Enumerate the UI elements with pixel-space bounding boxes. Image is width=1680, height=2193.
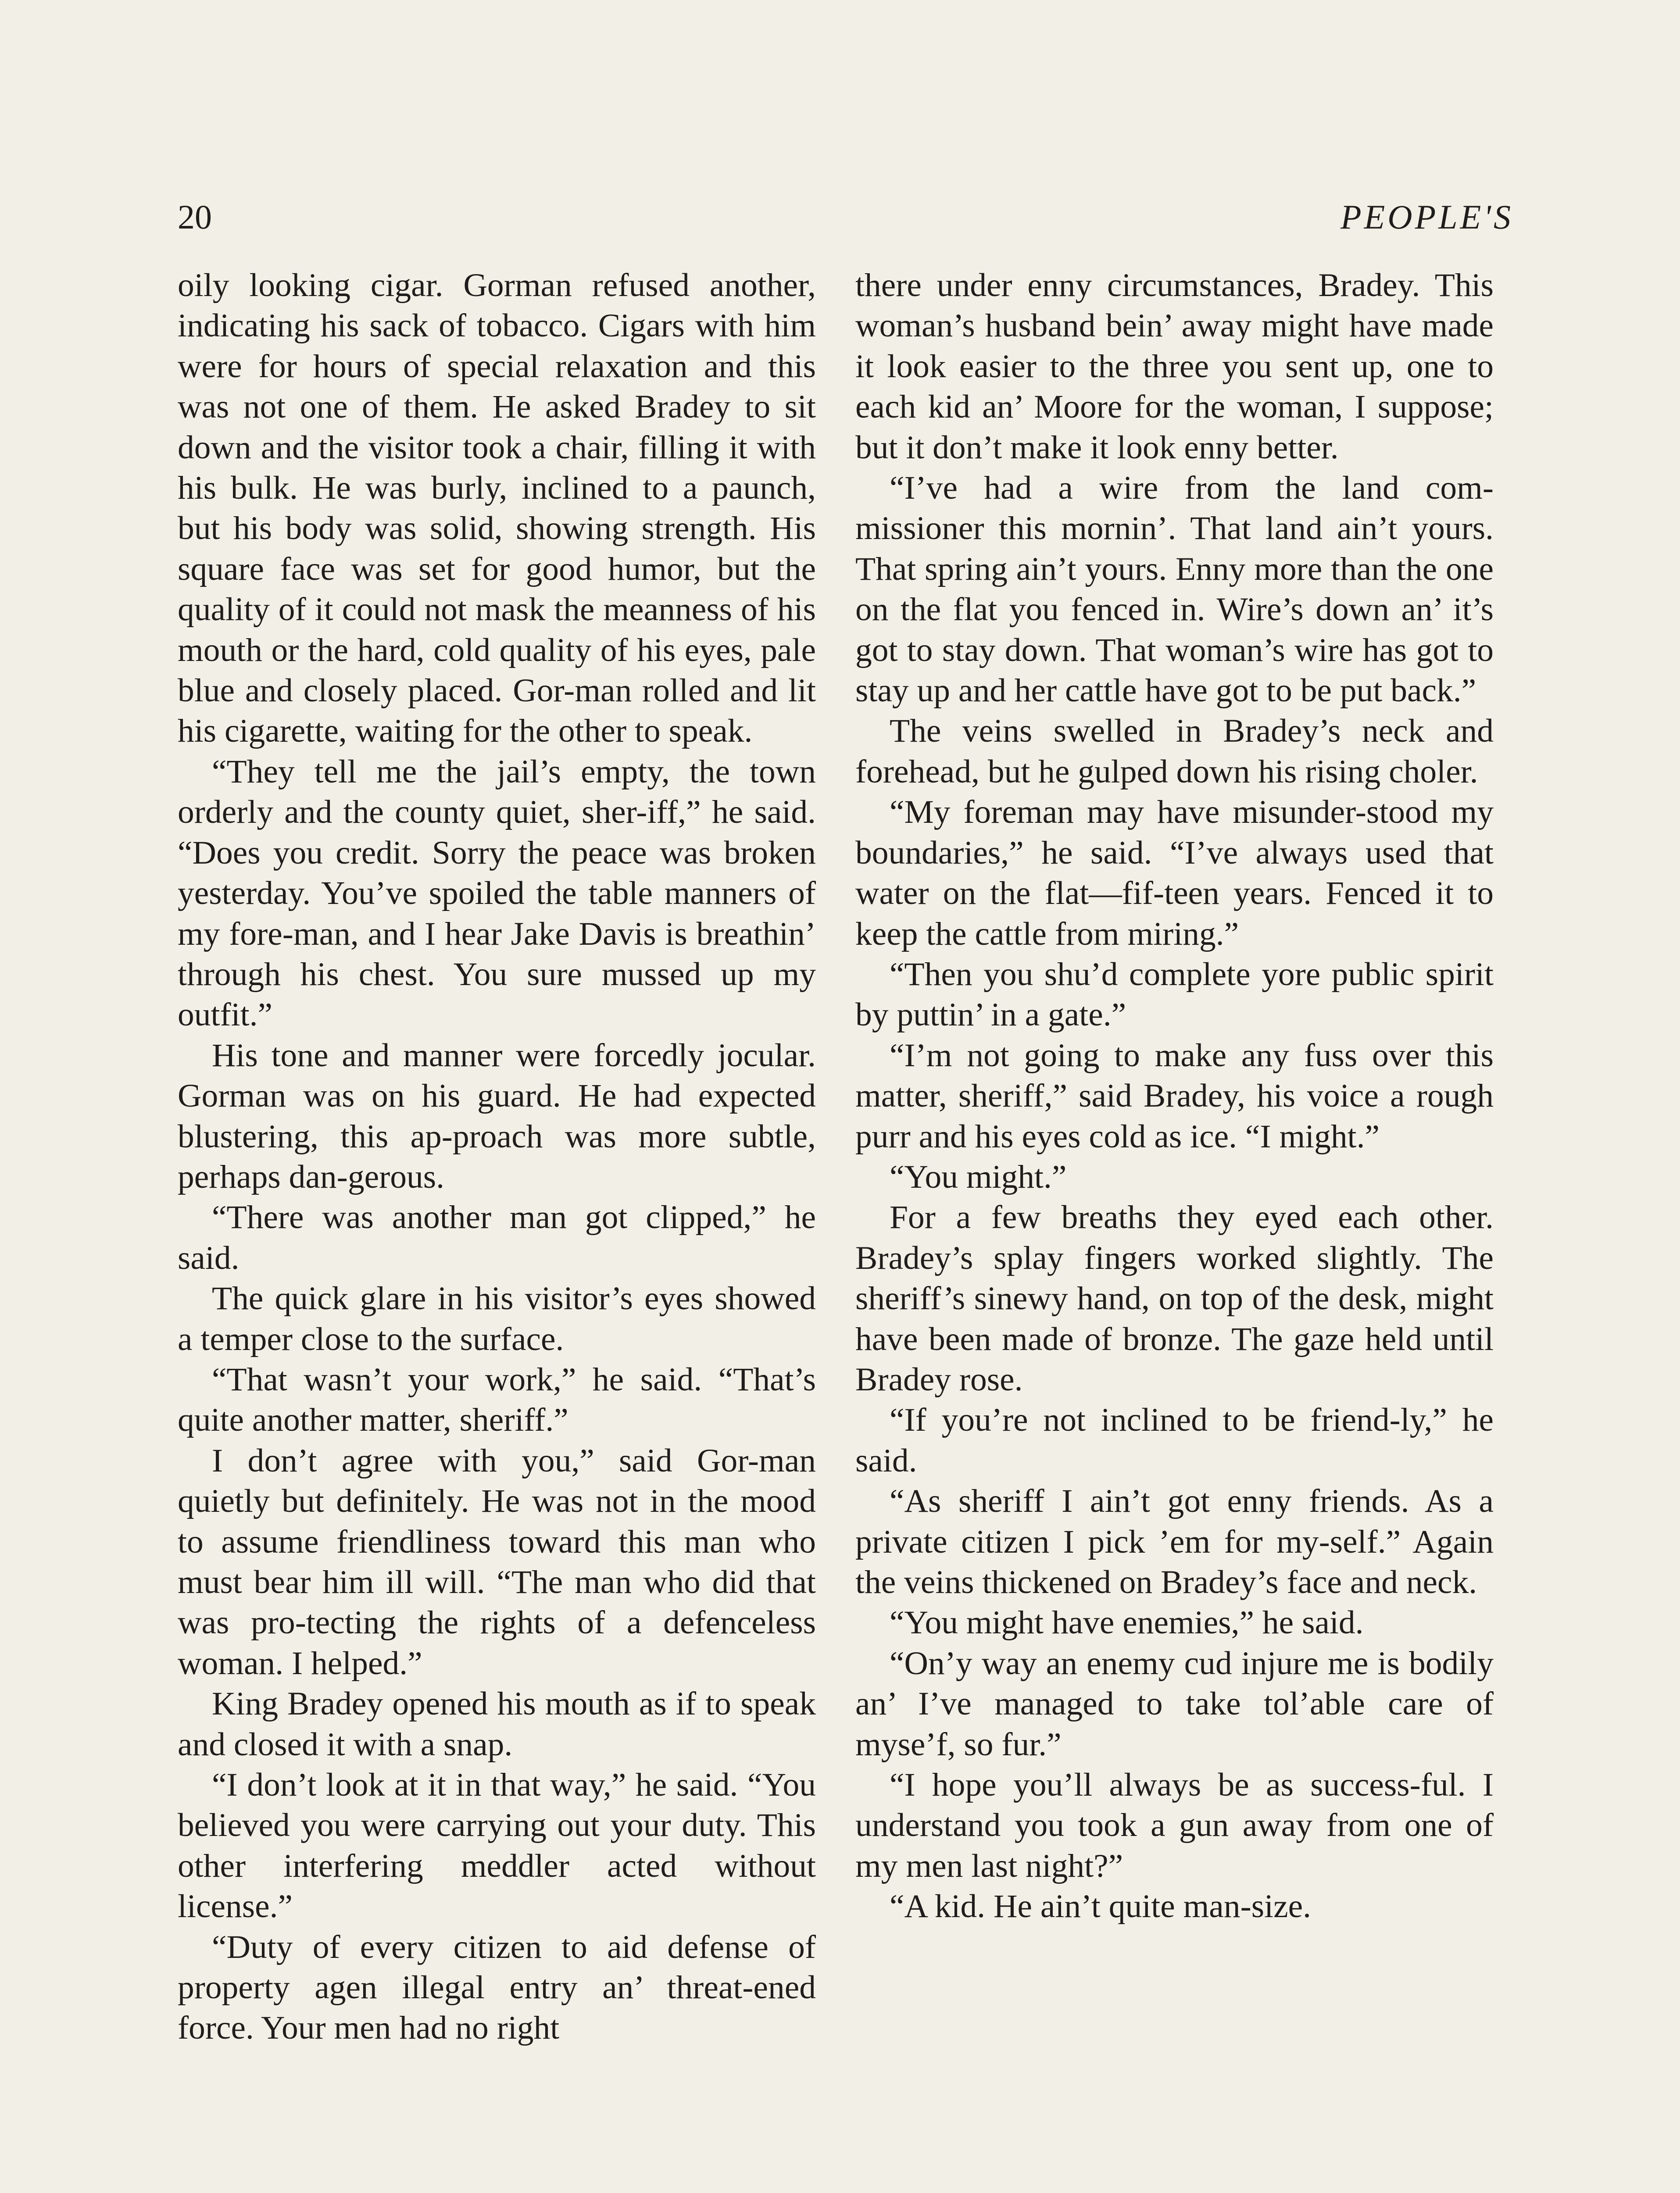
paragraph: “I don’t look at it in that way,” he said. “You believed you were carrying out your duty. This other interfering meddler acted without license.”: [178, 1767, 816, 1925]
paragraph: “Duty of every citizen to aid defense of property agen illegal entry an’ threat-ened force. Your men had no right: [178, 1929, 816, 2047]
paragraph: “As sheriff I ain’t got enny friends. As a private citizen I pick ’em for my-self.” Again the veins thickened on Bradey’s face and neck.: [855, 1483, 1494, 1600]
paragraph: “You might have enemies,” he said.: [890, 1604, 1364, 1641]
paragraph: “On’y way an enemy cud injure me is bodily an’ I’ve managed to take tol’able care of myse’f, so fur.”: [855, 1645, 1494, 1763]
paragraph: The quick glare in his visitor’s eyes showed a temper close to the surface.: [178, 1280, 816, 1357]
paragraph: “I’m not going to make any fuss over this matter, sheriff,” said Bradey, his voice a rough purr and his eyes cold as ice. “I might.”: [855, 1037, 1494, 1155]
left-column: [178, 265, 816, 2049]
paragraph: “They tell me the jail’s empty, the town orderly and the county quiet, sher-iff,” he said. “Does you credit. Sorry the peace was broken yesterday. You’ve spoiled the table manners of my fore-man, and I hear Jake Davis is breathin’ through his chest. You sure mussed up my outfit.”: [178, 753, 816, 1033]
paragraph: “You might.”: [890, 1158, 1067, 1195]
paragraph: “That wasn’t your work,” he said. “That’s quite another matter, sheriff.”: [178, 1361, 816, 1439]
paragraph: oily looking cigar. Gorman refused another, indicating his sack of tobacco. Cigars with him were for hours of special relaxation and this was not one of them. He asked Bradey to sit down and the visitor took a chair, filling it with his bulk. He was burly, inclined to a paunch, but his body was solid, showing strength. His square face was set for good humor, but the quality of it could not mask the meanness of his mouth or the hard, cold quality of his eyes, pale blue and closely placed. Gor-man rolled and lit his cigarette, waiting for the other to speak.: [178, 267, 816, 750]
page-header: [178, 193, 1513, 241]
paragraph: there under enny circumstances, Bradey. This woman’s husband bein’ away might have made it look easier to the three you sent up, one to each kid an’ Moore for the woman, I suppose; but it don’t make it look enny better.: [855, 267, 1494, 466]
paragraph: “My foreman may have misunder-stood my boundaries,” he said. “I’ve always used that water on the flat—fif-teen years. Fenced it to keep the cattle from miring.”: [855, 794, 1494, 952]
magazine-title: PEOPLE'S: [1340, 198, 1513, 236]
right-column: [855, 265, 1494, 1927]
paragraph: His tone and manner were forcedly jocular. Gorman was on his guard. He had expected blustering, this ap-proach was more subtle, perhaps dan-gerous.: [178, 1037, 816, 1195]
page-number: 20: [178, 198, 212, 236]
paragraph: King Bradey opened his mouth as if to speak and closed it with a snap.: [178, 1686, 816, 1763]
paragraph: “I hope you’ll always be as success-ful. I understand you took a gun away from one of my men last night?”: [855, 1767, 1494, 1884]
paragraph: The veins swelled in Bradey’s neck and forehead, but he gulped down his rising choler.: [855, 713, 1494, 790]
paragraph: For a few breaths they eyed each other. Bradey’s splay fingers worked slightly. The sheriff’s sinewy hand, on top of the desk, might have been made of bronze. The gaze held until Bradey rose.: [855, 1199, 1494, 1398]
paragraph: “There was another man got clipped,” he said.: [178, 1199, 816, 1276]
paragraph: “Then you shu’d complete yore public spirit by puttin’ in a gate.”: [855, 956, 1494, 1033]
paragraph: “If you’re not inclined to be friend-ly,” he said.: [855, 1402, 1494, 1479]
paragraph: “A kid. He ain’t quite man-size.: [890, 1888, 1311, 1925]
paragraph: I don’t agree with you,” said Gor-man quietly but definitely. He was not in the mood to assume friendliness toward this man who must bear him ill will. “The man who did that was pro-tecting the rights of a defenceless woman. I helped.”: [178, 1442, 816, 1682]
paragraph: “I’ve had a wire from the land com-missioner this mornin’. That land ain’t yours. That spring ain’t yours. Enny more than the one on the flat you fenced in. Wire’s down an’ it’s got to stay down. That woman’s wire has got to stay up and her cattle have got to be put back.”: [855, 470, 1494, 709]
